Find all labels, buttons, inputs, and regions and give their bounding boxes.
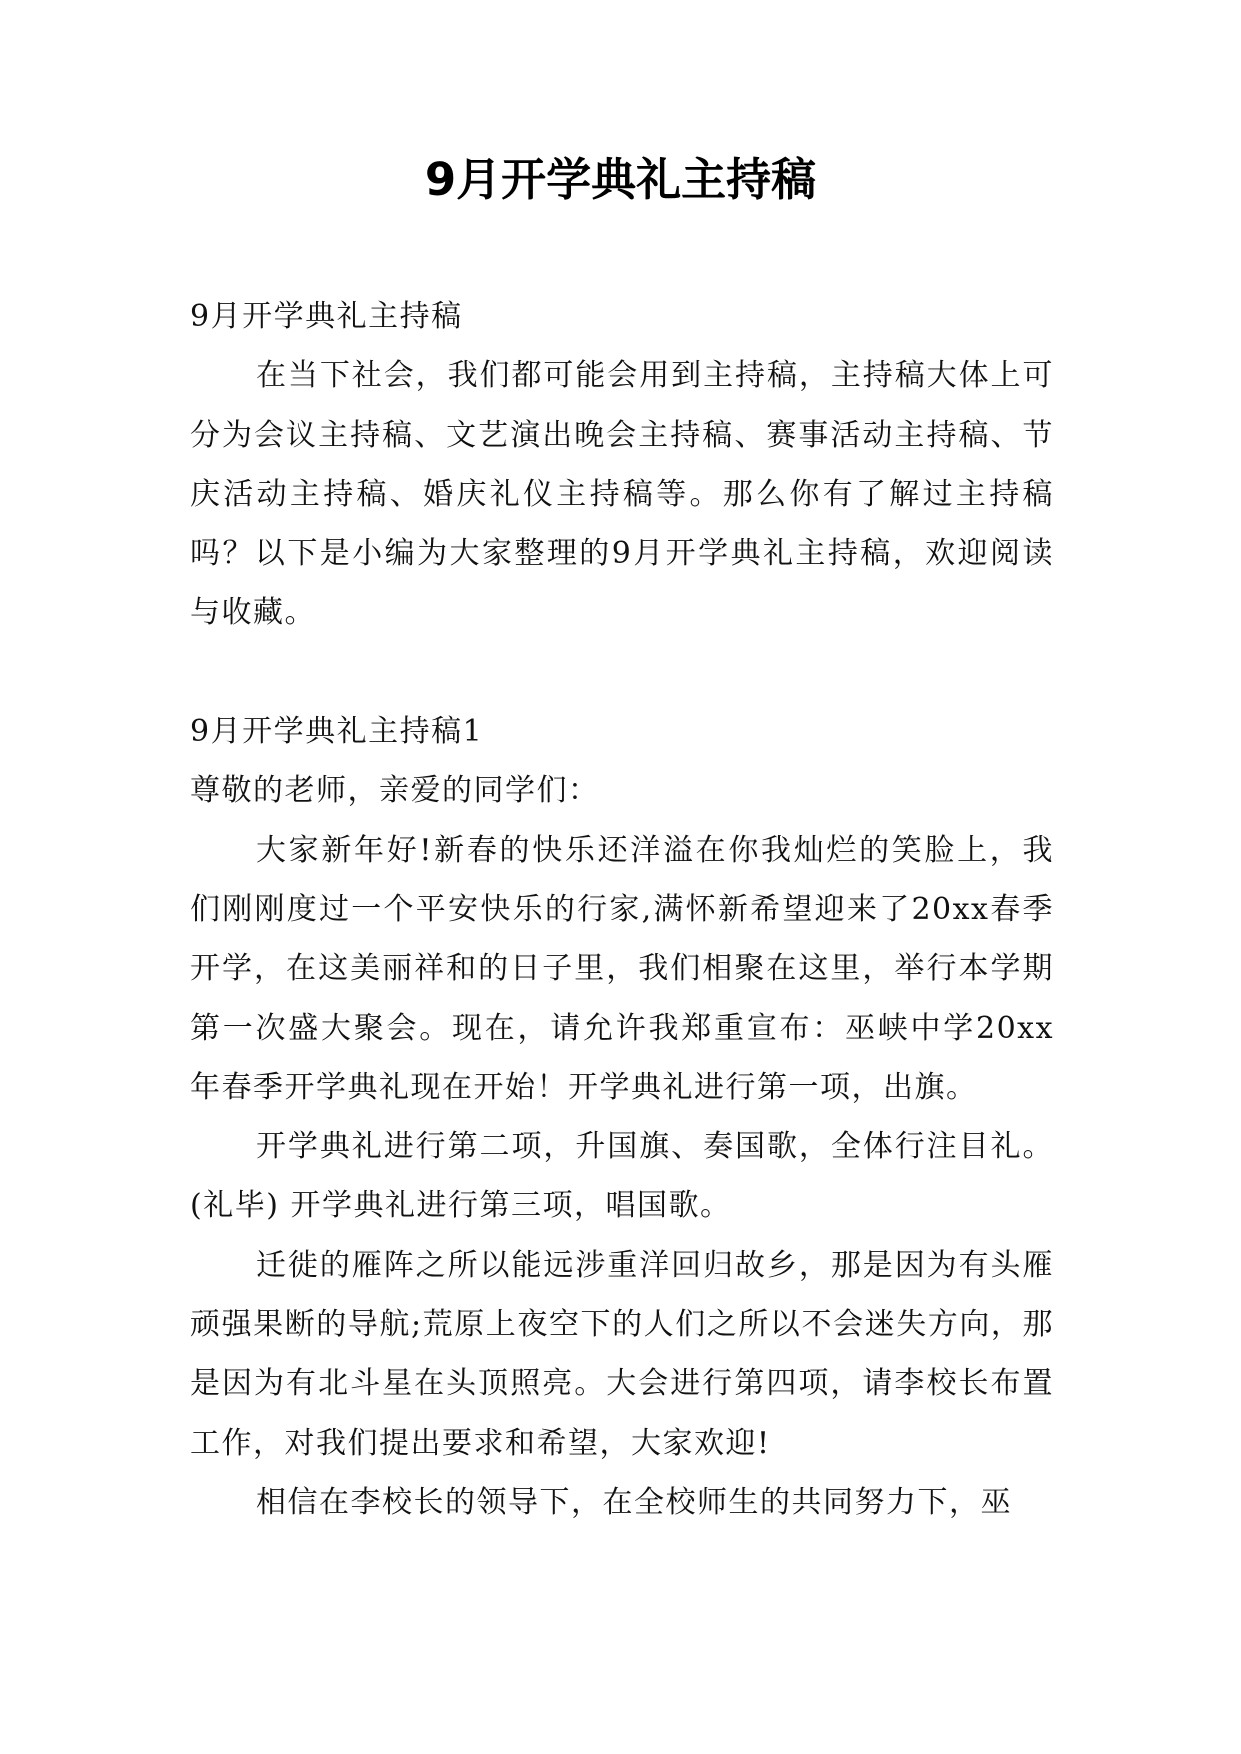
document-body (190, 287, 1054, 1532)
salutation: 尊敬的老师，亲爱的同学们： (190, 773, 600, 809)
paragraph-gap (190, 643, 1054, 702)
document-title: 9月开学典礼主持稿 (424, 153, 817, 206)
section-heading: 9月开学典礼主持稿1 (190, 714, 484, 750)
body-paragraph-1: 大家新年好!新春的快乐还洋溢在你我灿烂的笑脸上，我们刚刚度过一个平安快乐的行家,满怀新希望迎来了20xx春季开学，在这美丽祥和的日子里，我们相聚在这里，举行本学期第一次盛大聚会。现在，请允许我郑重宣布：巫峡中学20xx年春季开学典礼现在开始！开学典礼进行第一项，出旗。 (190, 832, 1054, 1105)
body-paragraph-2: 开学典礼进行第二项，升国旗、奏国歌，全体行注目礼。(礼毕) 开学典礼进行第三项，唱国歌。 (190, 1129, 1054, 1224)
document-subtitle: 9月开学典礼主持稿 (190, 299, 463, 334)
body-paragraph-4: 相信在李校长的领导下，在全校师生的共同努力下，巫 (256, 1484, 1012, 1520)
body-paragraph-3: 迁徙的雁阵之所以能远涉重洋回归故乡，那是因为有头雁顽强果断的导航;荒原上夜空下的人们之所以不会迷失方向，那是因为有北斗星在头顶照亮。大会进行第四项，请李校长布置工作，对我们提出要求和希望，大家欢迎! (190, 1247, 1054, 1461)
intro-paragraph: 在当下社会，我们都可能会用到主持稿，主持稿大体上可分为会议主持稿、文艺演出晚会主持稿、赛事活动主持稿、节庆活动主持稿、婚庆礼仪主持稿等。那么你有了解过主持稿吗？以下是小编为大家整理的9月开学典礼主持稿，欢迎阅读与收藏。 (190, 358, 1054, 631)
